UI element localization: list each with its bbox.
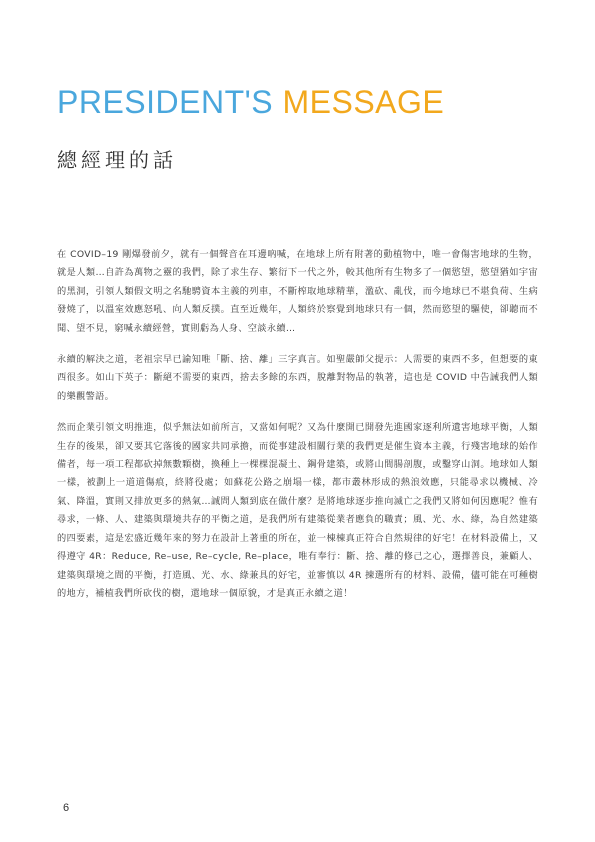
paragraph-1: 在 COVID–19 剛爆發前夕，就有一個聲音在耳邊吶喊，在地球上所有附著的動植物中，唯一會傷害地球的生物，就是人類…自許為萬物之靈的我們，除了求生存、繁衍下一代之外，較其他所有生物多了一個慾望，慾望猶如宇宙的黑洞，引領人類假文明之名馳騁資本主義的列車，不斷榨取地球精華，濫砍、亂伐，而今地球已不堪負荷、生病發燒了，以溫室效應怒吼、向人類反撲。直至近幾年，人類終於察覺到地球只有一個，然而慾望的驅使，卻聽而不聞、望不見，窮喊永續經營，實則虧為人身、空談永續…	[57, 249, 538, 334]
title-word-message: MESSAGE	[282, 84, 445, 120]
page-title-chinese: 總經理的話	[57, 148, 177, 172]
message-body	[57, 246, 538, 616]
paragraph-3: 然而企業引領文明推進，似乎無法如前所言，又當如何呢？又為什麼開已開發先進國家逐利所遺害地球平衡，人類生存的後果，卻又要其它落後的國家共同承擔，而從事建設相關行業的我們更是催生資本主義，行殘害地球的始作備者，每一項工程都砍掉無數顆樹，換種上一棵棵混凝土、鋼骨建築，或將山間腸剖腹，或鑿穿山洞。地球如人類一樣，被劃上一道道傷痕，終將役處；如蘇花公路之崩塌一樣，都市叢林形成的熱浪效應，只能尋求以機械、冷氣、降溫，實則又排放更多的熱氣…誠問人類到底在做什麼？是將地球逐步推向滅亡之我們又將如何因應呢？惟有尋求，一條、人、建築與環境共存的平衡之道，是我們所有建築從業者應負的職責；風、光、水、綠，為自然建築的四要素，這是宏盛近幾年來的努力在設計上著重的所在，並一棟棟真正符合自然規律的好宅！在材料設備上，又得遵守 4R：Reduce, Re–use, Re–cycle, Re–place，唯有奉行：斷、捨、離的修己之心，選擇善良，兼顧人、建築與環境之間的平衡，打造風、光、水、綠兼具的好宅，並審慎以 4R 揀選所有的材料、設備，儘可能在可種樹的地方，補植我們所砍伐的樹，還地球一個原貌，才是真正永續之道！	[57, 422, 538, 599]
paragraph-2: 永續的解決之道，老祖宗早已諭知唯「斷、捨、離」三字真言。如聖嚴師父提示：人需要的東西不多，但想要的東西很多。如山下英子：斷絕不需要的東西，捨去多餘的东西，脫離對物品的執著，這也是 COVID 中告誡我們人類的樂觀警語。	[57, 354, 538, 402]
title-word-president: PRESIDENT'S	[57, 84, 274, 120]
page-number: 6	[63, 802, 70, 814]
page-title-english	[57, 84, 444, 120]
